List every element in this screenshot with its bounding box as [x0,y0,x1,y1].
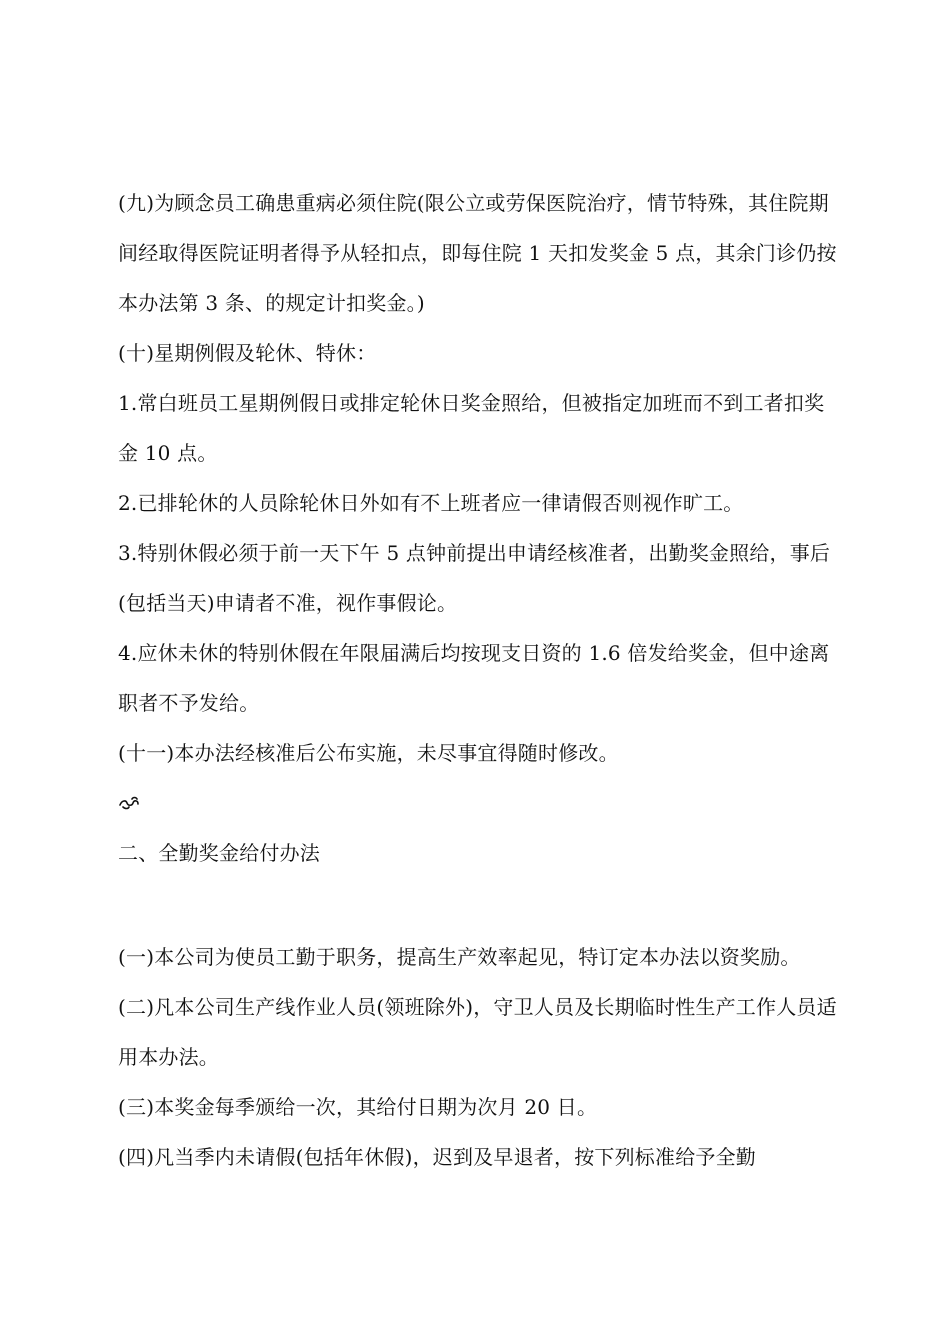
paragraph-item-3: (三)本奖金每季颁给一次，其给付日期为次月 20 日。 [118,1095,598,1119]
section-title: 二、全勤奖金给付办法 [118,841,320,865]
paragraph-item-10-heading: (十)星期例假及轮休、特休： [118,341,377,365]
document-body [118,178,838,1182]
blank-space [118,878,838,932]
paragraph-item-10-2: 2.已排轮休的人员除轮休日外如有不上班者应一律请假否则视作旷工。 [118,491,744,515]
paragraph-item-10-4: 4.应休未休的特别休假在年限届满后均按现支日资的 1.6 倍发给奖金，但中途离职者不予发给。 [118,641,830,715]
paragraph-item-11: (十一)本办法经核准后公布实施，未尽事宜得随时修改。 [118,741,619,765]
paragraph-item-9: (九)为顾念员工确患重病必须住院(限公立或劳保医院治疗，情节特殊，其住院期间经取得医院证明者得予从轻扣点，即每住院 1 天扣发奖金 5 点，其余门诊仍按本办法第 3 条、的规定计扣奖金。) [118,191,837,315]
paragraph-item-10-1: 1.常白班员工星期例假日或排定轮休日奖金照给，但被指定加班而不到工者扣奖金 10 点。 [118,391,825,465]
paragraph-item-1: (一)本公司为使员工勤于职务，提高生产效率起见，特订定本办法以资奖励。 [118,945,801,969]
paragraph-item-4: (四)凡当季内未请假(包括年休假)，迟到及早退者，按下列标准给予全勤 [118,1145,757,1169]
paragraph-item-2: (二)凡本公司生产线作业人员(领班除外)，守卫人员及长期临时性生产工作人员适用本办法。 [118,995,837,1069]
paragraph-item-10-3: 3.特别休假必须于前一天下午 5 点钟前提出申请经核准者，出勤奖金照给，事后(包括当天)申请者不准，视作事假论。 [118,541,831,615]
swirl-ornament-icon [118,778,838,828]
